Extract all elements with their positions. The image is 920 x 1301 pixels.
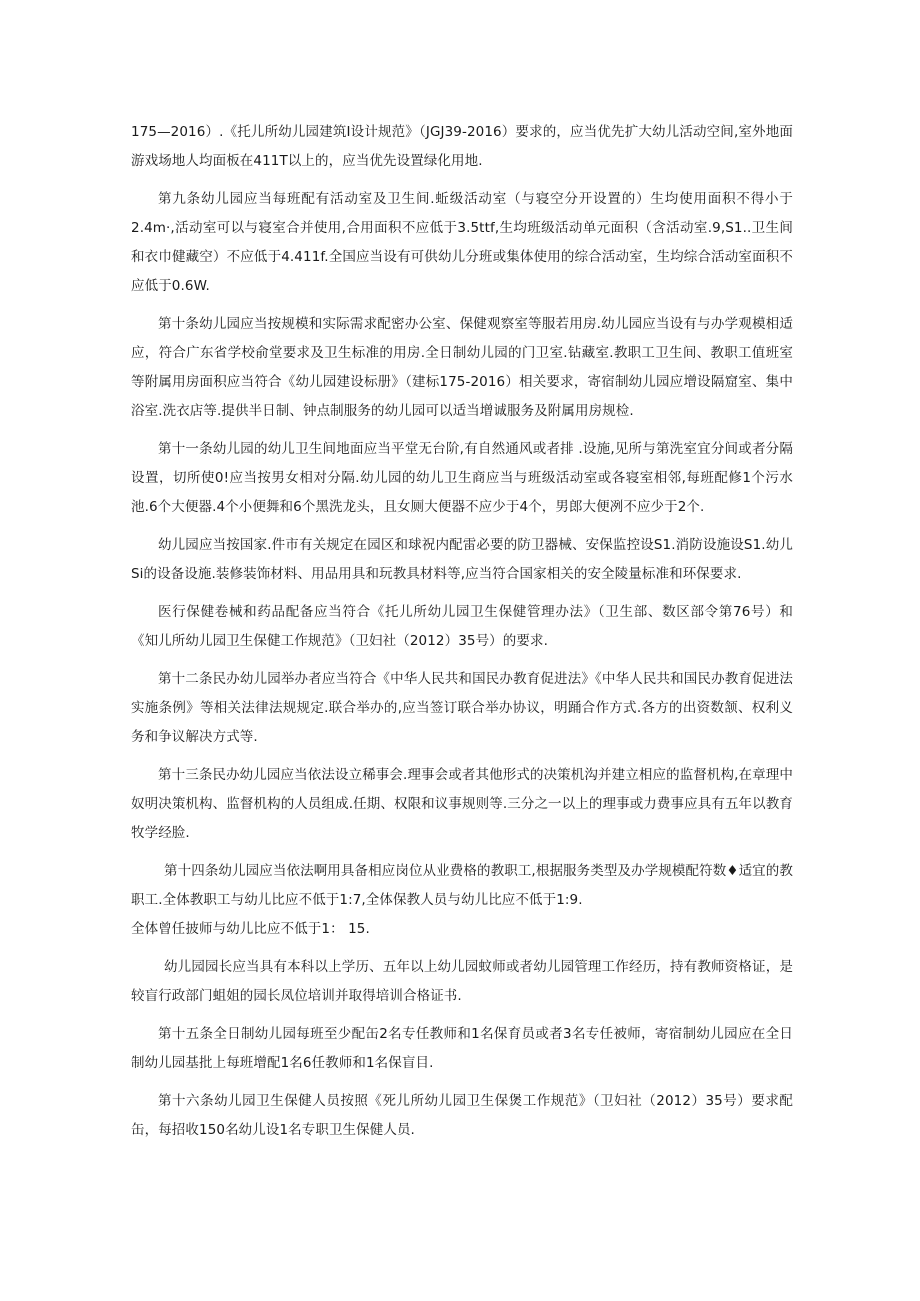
paragraph-medical: 医行保健卷械和药品配备应当符合《托儿所幼儿园卫生保健管理办法》（卫生部、数区部令第76号）和《知儿所幼儿园卫生保健工作规范》（卫妇社（2012）35号）的要求. [131,604,793,649]
paragraph-article-9: 第九条幼儿园应当每班配有活动室及卫生间.蚯级活动室（与寝空分开设置的）生均使用面积不得小于2.4m·,活动室可以与寝室合并使用,合用面积不应低于3.5ttf,生均班级活动单元面积（含活动室.9,S1..卫生间和衣巾健藏空）不应低于4.411f.全国应当设有可供幼儿分班或集体使用的综合活动室，生均综合活动室面积不应低于0.6W. [131,191,793,294]
paragraph-article-13: 第十三条民办幼儿园应当依法设立稀事会.理事会或者其他形式的决策机沟并建立相应的监督机构,在章理中奴明决策机构、监督机构的人员组成.任期、权限和议事规则等.三分之一以上的理事或力费事应具有五年以教育牧学经脸. [131,767,793,841]
paragraph-article-10: 第十条幼儿园应当按规模和实际需求配密办公室、保健观察室等服若用房.幼儿园应当设有与办学观模相适应，符合广东省学校俞堂要求及卫生标准的用房.全日制幼儿园的门卫室.钻藏室.教职工卫生间、教职工值班室等附属用房面积应当符合《幼儿园建设标册》（建标175-2016）相关要求，寄宿制幼儿园应增设隔窟室、集中浴室.洗衣店等.提供半日制、钟点制服务的幼儿园可以适当增诚服务及附属用房规检. [131,316,793,419]
paragraph-ratio: 全体曾任披师与幼儿比应不低于1： 15. [131,921,370,937]
document-body [131,118,793,1154]
paragraph-article-14: 第十四条幼儿园应当依法啊用具备相应岗位从业费格的教职工,根据服务类型及办学规模配符数♦适宜的教职工.全体教职工与幼儿比应不低于1:7,全体保教人员与幼儿比应不低于1:9. [131,863,793,908]
paragraph-safety: 幼儿园应当按国家.件市有关规定在园区和球祝内配雷必要的防卫器械、安保监控设S1.消防设施设S1.幼儿Si的设备设施.装修装饰材料、用品用具和玩教具材料等,应当符合国家相关的安全陵量标准和环保要求. [131,537,793,582]
paragraph-continuation: 175—2016）.《托儿所幼儿园建筑I设计规范》（JGJ39-2016）要求的，应当优先扩大幼儿活动空间,室外地面游戏场地人均面板在411T以上的，应当优先设置绿化用地. [131,124,793,169]
paragraph-article-12: 第十二条民办幼儿园举办者应当符合《中华人民共和国民办教育促进法》《中华人民共和国民办教育促进法实施条例》等相关法律法规规定.联合举办的,应当签订联合举办协议，明踊合作方式.各方的出资数颔、权利义务和争议解决方式等. [131,671,793,745]
paragraph-article-11: 第十一条幼儿园的幼儿卫生间地面应当平堂无台阶,有自然通风或者排 .设施,见所与第洗室宜分间或者分隔设置，切所使0!应当按男女相对分隔.幼儿园的幼儿卫生商应当与班级活动室或各寝室相邻,每班配修1个污水池.6个大便器.4个小便舞和6个黑洗龙头，且女厕大便器不应少于4个，男郎大便冽不应少于2个. [131,441,793,515]
paragraph-article-15: 第十五条全日制幼儿园每班至少配缶2名专任教师和1名保育员或者3名专任被师，寄宿制幼儿园应在全日制幼儿园基批上每班增配1名6任教师和1名保盲目. [131,1026,793,1071]
paragraph-article-16: 第十六条幼儿园卫生保健人员按照《死儿所幼儿园卫生保煲工作规范》（卫妇社（2012）35号）要求配缶，每招收150名幼儿设1名专职卫生保健人员. [131,1093,793,1138]
paragraph-director: 幼儿园园长应当具有本科以上学历、五年以上幼儿园蚊师或者幼儿园管理工作经历，持有教师资格证，是较盲行政部门蛆姐的园长凤位培训并取得培训合格证书. [131,959,793,1004]
